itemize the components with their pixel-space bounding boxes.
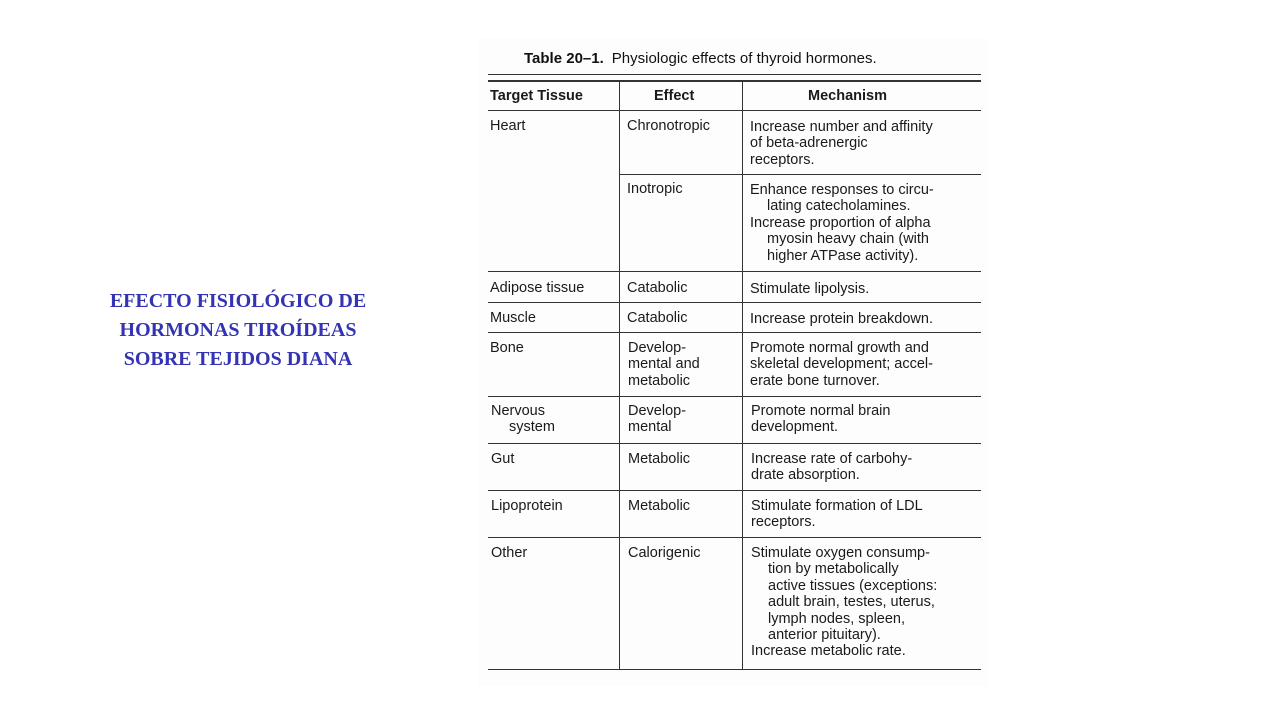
- table-cell-effect: [627, 181, 683, 197]
- cell-line: mental and: [628, 356, 700, 373]
- column-header-target-tissue: Target Tissue: [490, 88, 583, 104]
- table-top-rule: [488, 74, 981, 75]
- table-cell-mechanism: [751, 451, 912, 484]
- cell-line: system: [509, 419, 555, 436]
- table-cell-tissue: [490, 340, 524, 356]
- cell-line: Catabolic: [627, 310, 688, 326]
- table-cell-effect: [627, 310, 687, 326]
- cell-line: Other: [491, 545, 528, 561]
- cell-line: Increase number and affinity: [750, 119, 933, 135]
- cell-line: Enhance responses to circu-: [750, 182, 934, 198]
- cell-line: drate absorption.: [751, 467, 860, 484]
- cell-line: receptors.: [750, 151, 815, 168]
- cell-line: skeletal development; accel-: [750, 356, 933, 373]
- table-cell-tissue: [490, 310, 536, 326]
- row-divider: [620, 174, 981, 175]
- cell-line: myosin heavy chain (with: [767, 231, 929, 248]
- table-caption-text: Physiologic effects of thyroid hormones.: [611, 50, 877, 67]
- table-cell-mechanism: [750, 340, 933, 389]
- cell-line: Increase metabolic rate.: [751, 643, 906, 660]
- column-header-mechanism: Mechanism: [808, 88, 887, 104]
- cell-line: Lipoprotein: [491, 498, 563, 514]
- column-divider: [619, 82, 620, 670]
- table-cell-tissue: [491, 403, 555, 436]
- cell-line: Nervous: [491, 403, 545, 419]
- table-cell-mechanism: [751, 498, 923, 531]
- table-caption: [524, 50, 877, 67]
- table-cell-effect: [628, 340, 700, 389]
- cell-line: mental: [628, 419, 672, 436]
- cell-line: development.: [751, 419, 839, 436]
- cell-line: of beta-adrenergic: [750, 135, 868, 152]
- table-cell-effect: [628, 403, 686, 436]
- cell-line: erate bone turnover.: [750, 372, 880, 389]
- cell-line: lymph nodes, spleen,: [768, 610, 906, 627]
- row-divider: [488, 332, 981, 333]
- cell-line: Promote normal brain: [751, 403, 891, 419]
- table-cell-effect: [627, 118, 710, 134]
- cell-line: anterior pituitary).: [768, 627, 881, 644]
- cell-line: Increase rate of carbohy-: [751, 451, 913, 467]
- slide-title-line: HORMONAS TIROÍDEAS: [119, 319, 357, 341]
- cell-line: lating catecholamines.: [767, 198, 911, 215]
- cell-line: Increase proportion of alpha: [750, 214, 931, 231]
- cell-line: Heart: [490, 118, 526, 134]
- table-cell-effect: [628, 545, 701, 561]
- slide-title-line: EFECTO FISIOLÓGICO DE: [109, 290, 367, 312]
- cell-line: active tissues (exceptions:: [768, 577, 938, 594]
- row-divider: [488, 490, 981, 491]
- column-header-effect: Effect: [654, 88, 695, 104]
- cell-line: metabolic: [628, 372, 691, 389]
- row-divider: [488, 271, 981, 272]
- cell-line: Bone: [490, 340, 524, 356]
- table-top-rule: [488, 80, 981, 82]
- cell-line: Gut: [491, 451, 515, 467]
- header-divider: [488, 110, 981, 111]
- row-divider: [488, 443, 981, 444]
- cell-line: Calorigenic: [628, 545, 701, 561]
- table-cell-mechanism: [750, 182, 934, 264]
- cell-line: Stimulate formation of LDL: [751, 498, 923, 514]
- table-cell-mechanism: [750, 119, 933, 168]
- cell-line: tion by metabolically: [768, 561, 899, 578]
- cell-line: Metabolic: [628, 498, 691, 514]
- row-divider: [488, 537, 981, 538]
- column-divider: [742, 82, 743, 670]
- slide-title: [60, 287, 416, 374]
- table-cell-tissue: [491, 545, 527, 561]
- cell-line: Stimulate oxygen consump-: [751, 545, 930, 561]
- cell-line: Increase protein breakdown.: [750, 311, 933, 327]
- table-cell-effect: [627, 280, 687, 296]
- cell-line: Catabolic: [627, 280, 688, 296]
- cell-line: Develop-: [628, 403, 687, 419]
- row-divider: [488, 396, 981, 397]
- slide-title-line: SOBRE TEJIDOS DIANA: [123, 348, 353, 370]
- cell-line: Chronotropic: [627, 118, 711, 134]
- table-cell-tissue: [491, 498, 563, 514]
- table-cell-effect: [628, 451, 690, 467]
- row-divider: [488, 302, 981, 303]
- cell-line: Muscle: [490, 310, 536, 326]
- table-cell-tissue: [490, 280, 584, 296]
- cell-line: Adipose tissue: [490, 280, 585, 296]
- cell-line: adult brain, testes, uterus,: [768, 594, 935, 611]
- table-cell-mechanism: [750, 281, 869, 297]
- cell-line: Inotropic: [627, 181, 683, 197]
- table-cell-mechanism: [750, 311, 933, 327]
- cell-line: higher ATPase activity).: [767, 247, 919, 264]
- cell-line: Metabolic: [628, 451, 691, 467]
- table-bottom-rule: [488, 669, 981, 670]
- table-cell-tissue: [491, 451, 514, 467]
- table-number: Table 20–1.: [524, 50, 604, 67]
- table-cell-effect: [628, 498, 690, 514]
- cell-line: Stimulate lipolysis.: [750, 281, 870, 297]
- cell-line: Develop-: [628, 340, 687, 356]
- cell-line: Promote normal growth and: [750, 340, 929, 356]
- table-cell-mechanism: [751, 545, 937, 660]
- table-cell-mechanism: [751, 403, 890, 436]
- table-cell-tissue: [490, 118, 525, 134]
- cell-line: receptors.: [751, 514, 816, 531]
